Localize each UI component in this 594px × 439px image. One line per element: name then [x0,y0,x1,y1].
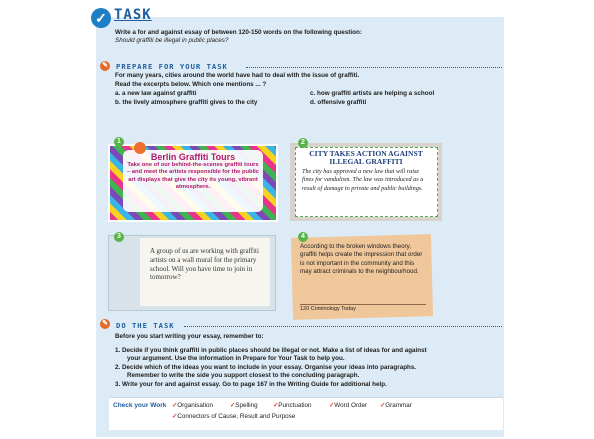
tick-icon: ✓ [230,402,236,409]
step-3: 3. Write your for and against essay. Go to page 167 in the Writing Guide for additional help. [115,381,387,388]
option-a: a. a new law against graffiti [115,90,197,97]
excerpt-number-4: 4 [298,232,308,242]
option-d: d. offensive graffiti [310,99,367,106]
prepare-intro: For many years, cities around the world have had to deal with the issue of graffiti. [115,72,360,79]
prepare-section-title: PREPARE FOR YOUR TASK [116,62,228,71]
excerpt-number-3: 3 [114,232,124,242]
pencil-icon: ✎ [100,319,110,329]
tick-icon: ✓ [380,402,386,409]
task-title: TASK [114,7,152,23]
do-task-intro: Before you start writing your essay, remember to: [115,333,264,340]
section-divider [246,67,502,68]
excerpt-3-body: A group of us are working with graffiti artists on a wall mural for the primary school. Will you have time to join in tomorrow? [150,247,259,282]
tick-icon: ✓ [329,402,335,409]
check-label: Check your Work [113,402,167,409]
task-question: Should graffiti be illegal in public places? [115,37,229,44]
check-item-spelling: ✓Spelling [230,402,258,409]
step-2-continued: Remember to write the side you support closest to the concluding paragraph. [127,372,360,379]
excerpt-4-footer: 120 Criminology Today [300,304,426,312]
tick-icon: ✓ [172,413,178,420]
excerpt-2-body: The city has approved a new law that will raise fines for vandalism. The law was introduced as a result of damage to private and public buildings. [302,168,424,192]
tick-icon: ✓ [273,402,279,409]
step-1-continued: your argument. Use the information in Prepare for Your Task to help you. [127,355,345,362]
excerpt-number-2: 2 [298,138,308,148]
check-item-organisation: ✓Organisation [172,402,213,409]
do-task-section-title: DO THE TASK [116,321,175,330]
task-instruction: Write a for and against essay of between 120-150 words on the following question: [115,29,362,36]
step-2: 2. Decide which of the ideas you want to include in your essay. Organise your ideas into paragraphs. [115,364,417,371]
option-b: b. the lively atmosphere graffiti gives to the city [115,99,258,106]
checkmark-icon: ✓ [91,8,111,28]
check-item-punctuation: ✓Punctuation [273,402,312,409]
check-item-word-order: ✓Word Order [329,402,368,409]
step-1: 1. Decide if you think graffiti in public places should be illegal or not. Make a list of ideas for and against [115,347,427,354]
section-divider [184,326,502,327]
excerpt-number-1: 1 [114,137,124,147]
excerpt-4-body: According to the broken windows theory, graffiti helps create the impression that order is not important in the community and this may attract criminals to the neighbourhood. [300,243,423,275]
pencil-icon: ✎ [100,61,110,71]
excerpt-1-body: Take one of our behind-the-scenes graffiti tours – and meet the artists responsible for the public art displays that give the city its young, vibrant atmosphere. [126,162,260,191]
option-c: c. how graffiti artists are helping a school [310,90,435,97]
excerpt-1-title: Berlin Graffiti Tours [150,152,236,162]
check-item-connectors: ✓Connectors of Cause, Result and Purpose [172,413,296,420]
prepare-question: Read the excerpts below. Which one mentions ... ? [115,81,267,88]
excerpt-2-headline: CITY TAKES ACTION AGAINST ILLEGAL GRAFFITI [309,149,423,167]
tick-icon: ✓ [172,402,178,409]
check-item-grammar: ✓Grammar [380,402,412,409]
